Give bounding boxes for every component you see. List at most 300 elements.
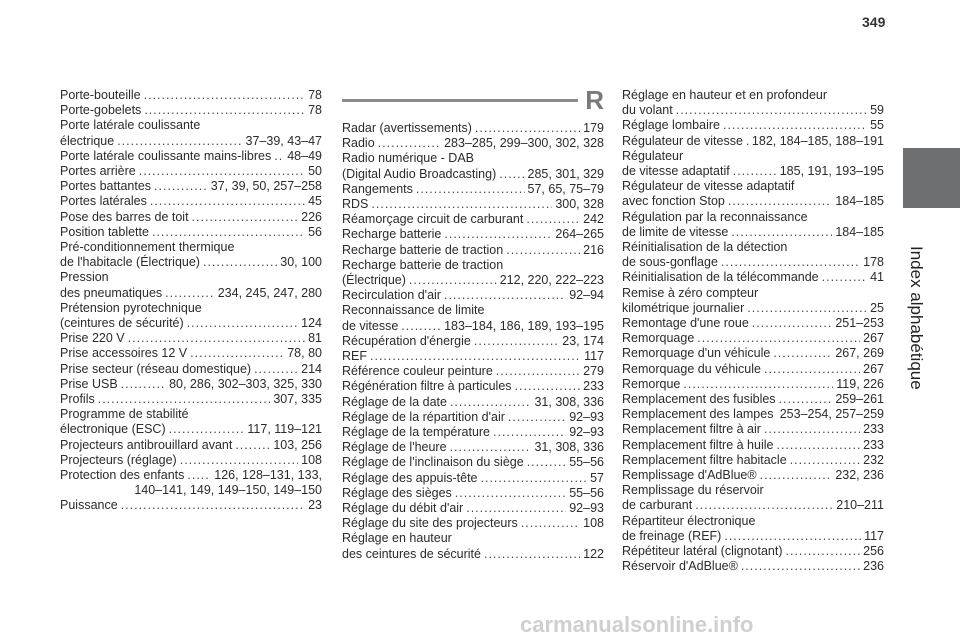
index-entry-pages: 185, 191, 193–195 xyxy=(779,164,884,179)
section-letter-rule xyxy=(342,99,578,102)
index-entry-term: Remorquage d'un véhicule xyxy=(622,346,771,361)
side-tab-label: Index alphabétique xyxy=(907,246,926,390)
index-entry-pages: 41 xyxy=(870,270,884,285)
index-entry-pages: 57 xyxy=(590,470,604,485)
index-entry xyxy=(622,301,884,316)
index-entry xyxy=(60,194,322,209)
index-entry-pages: 81 xyxy=(308,331,322,346)
index-entry-term: Projecteurs antibrouillard avant xyxy=(60,437,233,452)
index-entry-pages: 283–285, 299–300, 302, 328 xyxy=(444,136,604,151)
index-entry-pages: 117, 119–121 xyxy=(247,422,322,437)
dot-leader xyxy=(444,288,566,303)
index-entry xyxy=(60,331,322,346)
index-entry-term: Portes battantes xyxy=(60,179,152,194)
dot-leader xyxy=(235,438,270,453)
index-entry-pages: 178 xyxy=(863,255,884,270)
dot-leader xyxy=(508,410,566,425)
dot-leader xyxy=(139,164,305,179)
index-entry xyxy=(60,225,322,240)
index-entry-term: de l'habitacle (Électrique) xyxy=(60,255,200,270)
index-entry-heading: Réglage en hauteur et en profondeur xyxy=(622,88,828,102)
index-entry-heading: Pression xyxy=(60,270,109,285)
dot-leader xyxy=(450,440,532,455)
index-entry-term: de vitesse adaptatif xyxy=(622,164,730,179)
index-entry-pages: 183–184, 186, 189, 193–195 xyxy=(444,318,604,333)
index-entry-heading: Prétension pyrotechnique xyxy=(60,300,202,315)
index-entry xyxy=(622,270,884,285)
index-entry-term: Remplacement filtre à huile xyxy=(622,437,774,452)
index-entry-term: Réglage de la répartition d'air xyxy=(342,409,505,424)
dot-leader xyxy=(746,134,749,149)
index-entry xyxy=(622,346,884,361)
index-entry-pages: 31, 308, 336 xyxy=(534,394,604,409)
side-tab-block xyxy=(903,148,960,208)
index-entry xyxy=(60,362,322,377)
dot-leader xyxy=(474,334,559,349)
index-entry-pages: 37–39, 43–47 xyxy=(245,133,322,148)
dot-leader xyxy=(683,377,833,392)
dot-leader xyxy=(180,453,298,468)
index-entry xyxy=(622,118,884,133)
index-entry-pages: 92–93 xyxy=(569,425,604,440)
dot-leader xyxy=(527,455,567,470)
index-entry xyxy=(342,334,604,349)
index-entry xyxy=(342,182,604,197)
section-letter: R xyxy=(585,85,604,115)
index-entry-pages: 236 xyxy=(863,559,884,574)
dot-leader xyxy=(526,212,580,227)
index-entry-term: de vitesse xyxy=(342,318,399,333)
dot-leader xyxy=(117,134,242,149)
index-entry-term: électronique (ESC) xyxy=(60,422,166,437)
index-entry-term: RDS xyxy=(342,197,369,212)
index-entry-term: Portes latérales xyxy=(60,194,147,209)
dot-leader xyxy=(728,194,832,209)
index-entry-heading: Reconnaissance de limite xyxy=(342,303,485,318)
index-entry-pages: 25 xyxy=(870,300,884,315)
dot-leader xyxy=(760,468,833,483)
index-entry-term: Porte-bouteille xyxy=(60,88,141,102)
index-entry-heading: Régulateur de vitesse adaptatif xyxy=(622,179,795,194)
index-entry-pages: 78, 80 xyxy=(287,346,322,361)
dot-leader xyxy=(370,349,581,364)
index-entry xyxy=(342,516,604,531)
index-entry xyxy=(342,440,604,455)
index-entry xyxy=(342,455,604,470)
index-entry-term: Remplacement filtre habitacle xyxy=(622,452,787,467)
dot-leader xyxy=(192,210,299,225)
index-entry xyxy=(622,529,884,544)
dot-leader xyxy=(144,88,305,103)
dot-leader xyxy=(790,453,860,468)
index-entry xyxy=(60,498,322,513)
index-entry xyxy=(622,559,884,574)
index-entry-term: de limite de vitesse xyxy=(622,224,729,239)
dot-leader xyxy=(484,547,580,562)
index-entry-heading: Pré-conditionnement thermique xyxy=(60,240,235,255)
index-entry-pages: 214 xyxy=(301,361,322,376)
index-entry-term: (Digital Audio Broadcasting) xyxy=(342,166,497,181)
dot-leader xyxy=(747,301,867,316)
index-entry-term: (ceintures de sécurité) xyxy=(60,316,184,331)
dot-leader xyxy=(409,273,497,288)
index-entry-pages: 234, 245, 247, 280 xyxy=(217,285,322,300)
dot-leader xyxy=(496,364,580,379)
index-entry xyxy=(60,392,322,407)
index-entry-pages: 55 xyxy=(870,118,884,133)
index-entry-term: Porte latérale coulissante mains-libres xyxy=(60,148,272,163)
index-entry xyxy=(622,377,884,392)
index-entry-pages: 55–56 xyxy=(569,455,604,470)
index-entry-term: Prise secteur (réseau domestique) xyxy=(60,361,252,376)
index-entry-heading: Radio numérique - DAB xyxy=(342,151,475,166)
index-entry xyxy=(622,438,884,453)
index-entry-pages: 57, 65, 75–79 xyxy=(527,181,604,196)
index-entry-pages: 267, 269 xyxy=(835,346,884,361)
dot-leader xyxy=(786,544,861,559)
dot-leader xyxy=(187,316,298,331)
index-entry-term: Portes arrière xyxy=(60,164,136,179)
index-entry-term: Recharge batterie xyxy=(342,227,442,242)
index-entry-pages: 307, 335 xyxy=(273,392,322,407)
index-entry-pages: 124 xyxy=(301,316,322,331)
index-column-3 xyxy=(622,88,884,575)
index-entry-term: Remplacement des fusibles xyxy=(622,392,776,407)
dot-leader xyxy=(169,422,245,437)
index-entry-pages: 126, 128–131, 133, xyxy=(214,468,322,483)
index-entry-term: Réservoir d'AdBlue® xyxy=(622,559,738,574)
index-entry-term: Position tablette xyxy=(60,224,149,239)
index-entry xyxy=(342,379,604,394)
index-entry-term: Réglage de l'inclinaison du siège xyxy=(342,455,524,470)
index-entry-term: Remorque xyxy=(622,376,681,391)
dot-leader xyxy=(779,392,833,407)
index-entry xyxy=(60,377,322,392)
index-entry-pages: 233 xyxy=(583,379,604,394)
index-entry-term: Répétiteur latéral (clignotant) xyxy=(622,544,783,559)
index-entry-pages: 267 xyxy=(863,361,884,376)
index-entry-term: Régénération filtre à particules xyxy=(342,379,512,394)
index-entry xyxy=(342,197,604,212)
dot-leader xyxy=(721,255,860,270)
index-entry xyxy=(622,392,884,407)
index-entry xyxy=(622,316,884,331)
index-entry xyxy=(60,103,322,118)
index-entry-pages: 45 xyxy=(308,194,322,209)
index-entry-term: des ceintures de sécurité xyxy=(342,546,481,561)
index-entry-term: Réglage lombaire xyxy=(622,118,720,133)
index-entry xyxy=(342,136,604,151)
index-entry-pages: 233 xyxy=(863,437,884,452)
index-entry-term: du volant xyxy=(622,103,673,118)
index-entry xyxy=(622,134,884,149)
index-entry xyxy=(342,425,604,440)
index-entry-heading: Réinitialisation de la détection xyxy=(622,240,788,255)
dot-leader xyxy=(773,346,832,361)
index-entry xyxy=(342,395,604,410)
index-entry-heading: Recharge batterie de traction xyxy=(342,257,504,272)
index-column-1 xyxy=(60,88,322,514)
dot-leader xyxy=(121,377,166,392)
index-entry xyxy=(60,88,322,103)
index-entry-term: Projecteurs (réglage) xyxy=(60,452,177,467)
index-entry-pages: 59 xyxy=(870,103,884,118)
index-entry-heading: Remise à zéro compteur xyxy=(622,285,759,300)
index-entry xyxy=(60,179,322,194)
index-entry xyxy=(622,498,884,513)
dot-leader xyxy=(187,468,211,483)
index-entry xyxy=(60,149,322,164)
dot-leader xyxy=(697,331,860,346)
index-entry xyxy=(622,103,884,118)
index-entry-term: Réamorçage circuit de carburant xyxy=(342,212,524,227)
index-entry-pages: 92–93 xyxy=(569,409,604,424)
index-entry xyxy=(60,255,322,270)
index-entry xyxy=(60,134,322,149)
index-entry xyxy=(622,544,884,559)
index-entry-pages: 233 xyxy=(863,422,884,437)
index-entry-term: Recharge batterie de traction xyxy=(342,242,504,257)
dot-leader xyxy=(144,103,305,118)
dot-leader xyxy=(733,164,777,179)
dot-leader xyxy=(752,316,833,331)
index-entry xyxy=(60,453,322,468)
dot-leader xyxy=(274,149,284,164)
index-entry-term: Prise accessoires 12 V xyxy=(60,346,188,361)
index-entry xyxy=(622,194,884,209)
index-entry-pages: 251–253 xyxy=(835,316,884,331)
index-entry-term: Puissance xyxy=(60,498,118,513)
dot-leader xyxy=(444,227,552,242)
index-entry-term: Référence couleur peinture xyxy=(342,364,493,379)
index-entry xyxy=(60,422,322,437)
index-entry-pages: 285, 301, 329 xyxy=(527,166,604,181)
dot-leader xyxy=(475,121,580,136)
index-entry xyxy=(622,468,884,483)
dot-leader xyxy=(378,136,441,151)
index-entry xyxy=(60,438,322,453)
index-entry xyxy=(342,501,604,516)
index-entry-pages: 226 xyxy=(301,209,322,224)
index-entry-pages: 92–94 xyxy=(569,288,604,303)
dot-leader xyxy=(416,182,525,197)
index-entry-pages: 256 xyxy=(863,544,884,559)
dot-leader xyxy=(190,346,284,361)
dot-leader xyxy=(466,501,566,516)
index-entry xyxy=(60,210,322,225)
index-entry-pages: 264–265 xyxy=(555,227,604,242)
index-entry-term: Prise 220 V xyxy=(60,331,125,346)
index-entry-pages: 216 xyxy=(583,242,604,257)
index-entry-term: Prise USB xyxy=(60,376,118,391)
index-entry-term: REF xyxy=(342,349,367,364)
index-entry xyxy=(342,319,604,334)
index-entry-term: des pneumatiques xyxy=(60,285,163,300)
index-entry-pages: 37, 39, 50, 257–258 xyxy=(210,179,322,194)
index-entry-term: Réglage des sièges xyxy=(342,485,452,500)
index-entry xyxy=(342,227,604,242)
index-entry-term: électrique xyxy=(60,133,115,148)
dot-leader xyxy=(154,179,208,194)
index-entry-pages: 184–185 xyxy=(835,194,884,209)
index-entry-term: de carburant xyxy=(622,498,693,513)
dot-leader xyxy=(723,118,867,133)
dot-leader xyxy=(741,559,860,574)
index-entry-term: Pose des barres de toit xyxy=(60,209,189,224)
index-entry-term: Remorquage xyxy=(622,331,695,346)
index-entry-pages: 242 xyxy=(583,212,604,227)
index-entry xyxy=(342,167,604,182)
index-entry-term: Réglage de la température xyxy=(342,425,491,440)
index-entry-pages: 108 xyxy=(301,452,322,467)
index-entry-pages: 78 xyxy=(308,103,322,118)
index-entry-term: Profils xyxy=(60,392,95,407)
index-entry-term: avec fonction Stop xyxy=(622,194,725,209)
index-entry-term: Réinitialisation de la télécommande xyxy=(622,270,819,285)
index-entry xyxy=(342,212,604,227)
dot-leader xyxy=(515,379,581,394)
dot-leader xyxy=(676,103,867,118)
index-entry xyxy=(342,364,604,379)
dot-leader xyxy=(493,425,566,440)
dot-leader xyxy=(695,498,833,513)
section-letter-header xyxy=(342,85,604,115)
index-column-2 xyxy=(342,121,604,562)
index-entry-heading: Réglage en hauteur xyxy=(342,531,452,546)
index-entry-pages: 259–261 xyxy=(835,392,884,407)
index-entry-term: Protection des enfants xyxy=(60,468,185,483)
dot-leader xyxy=(481,471,588,486)
index-entry-pages: 212, 220, 222–223 xyxy=(499,273,604,288)
index-entry xyxy=(60,468,322,483)
index-entry-term: (Électrique) xyxy=(342,273,406,288)
index-entry-term: kilométrique journalier xyxy=(622,300,745,315)
dot-leader xyxy=(401,319,441,334)
index-entry-pages: 56 xyxy=(308,224,322,239)
index-entry-pages: 232 xyxy=(863,452,884,467)
index-entry-term: de sous-gonflage xyxy=(622,255,718,270)
index-entry xyxy=(622,453,884,468)
dot-leader xyxy=(152,225,305,240)
dot-leader xyxy=(731,225,832,240)
index-entry-pages: 108 xyxy=(583,516,604,531)
index-entry-pages: 267 xyxy=(863,331,884,346)
index-entry xyxy=(342,486,604,501)
index-entry-continuation: 140–141, 149, 149–150, 149–150 xyxy=(134,483,322,498)
index-entry-pages: 23 xyxy=(308,498,322,513)
index-entry-term: Remplacement des lampes xyxy=(622,407,774,422)
index-entry-pages: 117 xyxy=(584,349,604,364)
index-entry-heading: Régulation par la reconnaissance xyxy=(622,209,808,224)
dot-leader xyxy=(128,331,305,346)
index-entry-pages: 80, 286, 302–303, 325, 330 xyxy=(169,376,322,391)
index-entry-pages: 103, 256 xyxy=(273,437,322,452)
index-entry-pages: 117 xyxy=(864,528,884,543)
index-entry xyxy=(622,164,884,179)
index-entry-term: Réglage du débit d'air xyxy=(342,501,464,516)
index-entry-pages: 23, 174 xyxy=(562,333,604,348)
index-entry-term: Régulateur de vitesse xyxy=(622,133,743,148)
index-entry xyxy=(622,362,884,377)
dot-leader xyxy=(450,395,532,410)
index-entry-term: Remontage d'une roue xyxy=(622,316,749,331)
index-entry-heading: Remplissage du réservoir xyxy=(622,483,764,498)
dot-leader xyxy=(371,197,552,212)
index-entry-term: Porte-gobelets xyxy=(60,103,142,118)
dot-leader xyxy=(165,286,215,301)
index-entry xyxy=(342,273,604,288)
index-entry-pages: 182, 184–185, 188–191 xyxy=(751,133,884,148)
index-entry xyxy=(622,331,884,346)
index-entry-term: Rangements xyxy=(342,181,413,196)
dot-leader xyxy=(499,167,524,182)
index-entry-pages: 253–254, 257–259 xyxy=(779,407,884,422)
dot-leader xyxy=(98,392,271,407)
index-entry-term: Récupération d'énergie xyxy=(342,333,471,348)
page-number: 349 xyxy=(862,14,886,30)
index-entry-pages: 210–211 xyxy=(836,498,884,513)
dot-leader xyxy=(506,243,580,258)
index-entry xyxy=(342,471,604,486)
dot-leader xyxy=(254,362,298,377)
index-entry-term: Remplissage d'AdBlue® xyxy=(622,468,757,483)
index-entry xyxy=(60,346,322,361)
index-entry-pages: 31, 308, 336 xyxy=(534,440,604,455)
index-entry xyxy=(622,255,884,270)
index-entry xyxy=(60,316,322,331)
index-entry-pages: 48–49 xyxy=(287,148,322,163)
index-entry xyxy=(342,121,604,136)
index-entry xyxy=(342,349,604,364)
index-entry xyxy=(342,547,604,562)
index-entry-term: de freinage (REF) xyxy=(622,528,722,543)
index-entry-term: Réglage de l'heure xyxy=(342,440,447,455)
dot-leader xyxy=(822,270,867,285)
dot-leader xyxy=(521,516,580,531)
index-entry xyxy=(622,422,884,437)
index-entry-pages: 92–93 xyxy=(569,501,604,516)
dot-leader xyxy=(724,529,861,544)
index-entry-term: Radio xyxy=(342,136,375,151)
dot-leader xyxy=(203,255,277,270)
index-entry-pages: 119, 226 xyxy=(836,376,884,391)
index-entry xyxy=(60,286,322,301)
index-entry-pages: 122 xyxy=(583,546,604,561)
index-entry-term: Radar (avertissements) xyxy=(342,121,472,135)
index-entry-pages: 184–185 xyxy=(835,224,884,239)
index-entry xyxy=(342,288,604,303)
index-entry xyxy=(622,225,884,240)
index-entry-pages: 78 xyxy=(308,88,322,102)
index-entry-term: Réglage de la date xyxy=(342,394,447,409)
index-entry-term: Recirculation d'air xyxy=(342,288,441,303)
index-entry-heading: Programme de stabilité xyxy=(60,407,189,422)
index-entry-pages: 30, 100 xyxy=(280,255,322,270)
index-entry xyxy=(622,407,884,422)
index-entry-heading: Répartiteur électronique xyxy=(622,513,756,528)
dot-leader xyxy=(455,486,566,501)
dot-leader xyxy=(776,438,860,453)
index-entry-heading: Porte latérale coulissante xyxy=(60,118,201,133)
dot-leader xyxy=(150,194,305,209)
index-entry-pages: 55–56 xyxy=(569,485,604,500)
dot-leader xyxy=(764,362,860,377)
index-entry-term: Réglage des appuis-tête xyxy=(342,470,478,485)
dot-leader xyxy=(764,422,860,437)
index-entry xyxy=(342,410,604,425)
index-entry-pages: 279 xyxy=(583,364,604,379)
index-entry xyxy=(60,164,322,179)
